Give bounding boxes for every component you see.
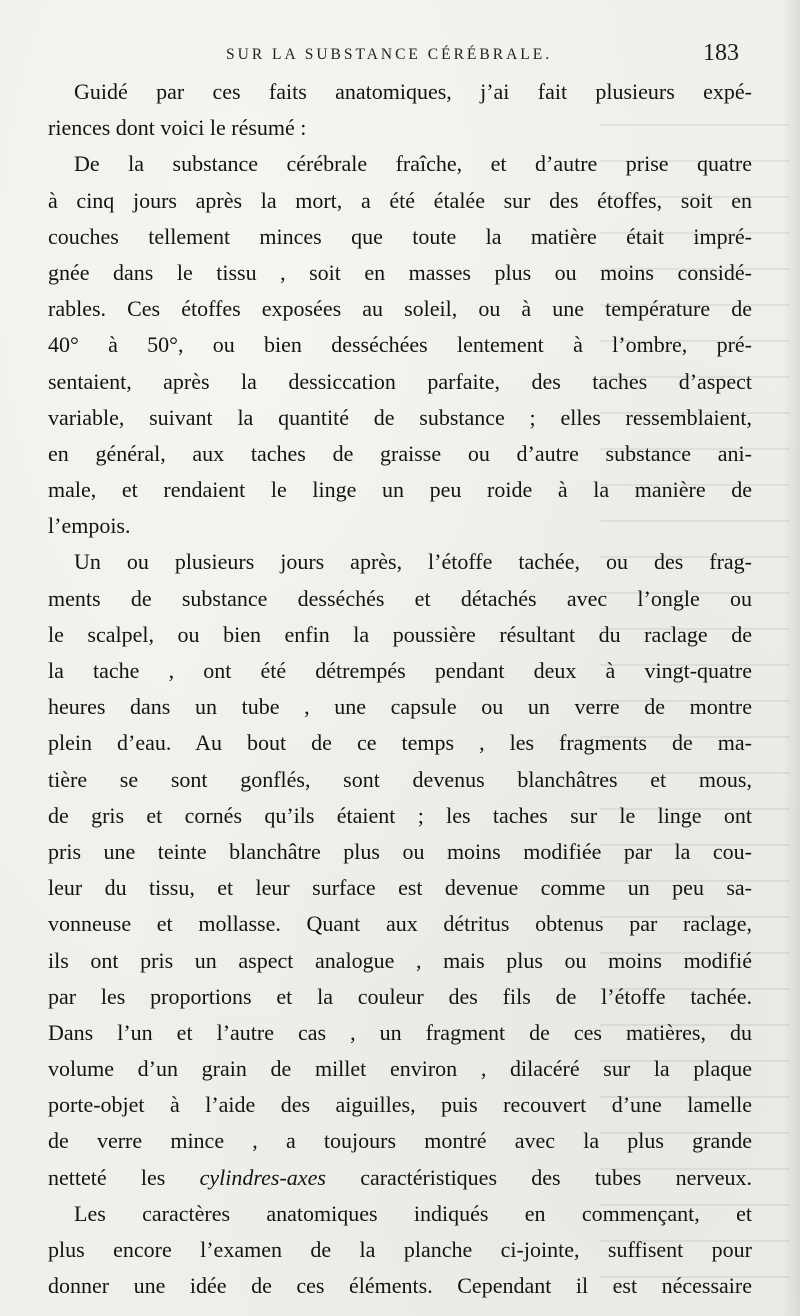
text-line: couches tellement minces que toute la matière était impré- <box>48 223 752 249</box>
page-number: 183 <box>703 40 739 66</box>
paragraph-3 <box>48 544 752 1195</box>
text-line: Un ou plusieurs jours après, l’étoffe tachée, ou des frag- <box>74 549 752 575</box>
text-line: plus encore l’examen de la planche ci-jointe, suffisent pour <box>48 1237 752 1262</box>
text-line: leur du tissu, et leur surface est devenue comme un peu sa- <box>48 875 752 901</box>
page-header <box>0 38 800 72</box>
text-line: ments de substance desséchés et détachés avec l’ongle ou <box>48 585 752 611</box>
paragraph-4 <box>48 1196 752 1305</box>
text-line: par les proportions et la couleur des fils de l’étoffe tachée. <box>48 983 752 1009</box>
text-line: plein d’eau. Au bout de ce temps , les fragments de ma- <box>48 730 752 756</box>
text-line: Guidé par ces faits anatomiques, j’ai fait plusieurs expé- <box>74 79 752 104</box>
text-line: male, et rendaient le linge un peu roide à la manière de <box>48 477 752 503</box>
paragraph-2 <box>48 146 752 544</box>
text-line: donner une idée de ces éléments. Cependant il est nécessaire <box>48 1273 752 1299</box>
text-line: porte-objet à l’aide des aiguilles, puis recouvert d’une lamelle <box>48 1092 752 1118</box>
text-line: vonneuse et mollasse. Quant aux détritus obtenus par raclage, <box>48 911 752 937</box>
italic-term: cylindres-axes <box>199 1164 326 1190</box>
text-line: l’empois. <box>48 513 131 539</box>
text-line: Les caractères anatomiques indiqués en commençant, et <box>74 1200 752 1226</box>
text-line: heures dans un tube , une capsule ou un verre de montre <box>48 694 752 720</box>
text-line: tière se sont gonflés, sont devenus blanchâtres et mous, <box>48 766 752 792</box>
text-line: ils ont pris un aspect analogue , mais plus ou moins modifié <box>48 947 752 973</box>
text-line: Dans l’un et l’autre cas , un fragment de ces matières, du <box>48 1019 752 1045</box>
text-line: rables. Ces étoffes exposées au soleil, ou à une température de <box>48 296 752 322</box>
text-line: à cinq jours après la mort, a été étalée sur des étoffes, soit en <box>48 187 752 213</box>
text-line: de verre mince , a toujours montré avec la plus grande <box>48 1128 752 1154</box>
text-line: variable, suivant la quantité de substance ; elles ressemblaient, <box>48 404 752 430</box>
line-text-before: netteté les <box>48 1164 200 1190</box>
text-line: de gris et cornés qu’ils étaient ; les taches sur le linge ont <box>48 802 752 828</box>
page-edge-shadow <box>782 0 800 1316</box>
text-line: sentaient, après la dessiccation parfaite, des taches d’aspect <box>48 368 752 394</box>
running-title: SUR LA SUBSTANCE CÉRÉBRALE. <box>226 46 553 63</box>
text-line: la tache , ont été détrempés pendant deux à vingt-quatre <box>48 658 752 683</box>
paragraph-1 <box>48 74 752 146</box>
text-line: riences dont voici le résumé : <box>48 115 307 141</box>
text-line: pris une teinte blanchâtre plus ou moins modifiée par la cou- <box>48 838 752 864</box>
text-line: gnée dans le tissu , soit en masses plus ou moins considé- <box>48 259 752 285</box>
text-line: en général, aux taches de graisse ou d’autre substance ani- <box>48 440 752 466</box>
text-line-with-italic <box>48 1160 752 1196</box>
text-line: le scalpel, ou bien enfin la poussière résultant du raclage de <box>48 621 752 647</box>
body-text <box>48 74 752 1304</box>
text-line: 40° à 50°, ou bien desséchées lentement à l’ombre, pré- <box>48 332 752 358</box>
text-line: De la substance cérébrale fraîche, et d’autre prise quatre <box>74 151 752 177</box>
text-line: volume d’un grain de millet environ , dilacéré sur la plaque <box>48 1056 752 1082</box>
line-text-after: caractéristiques des tubes nerveux. <box>325 1164 752 1190</box>
